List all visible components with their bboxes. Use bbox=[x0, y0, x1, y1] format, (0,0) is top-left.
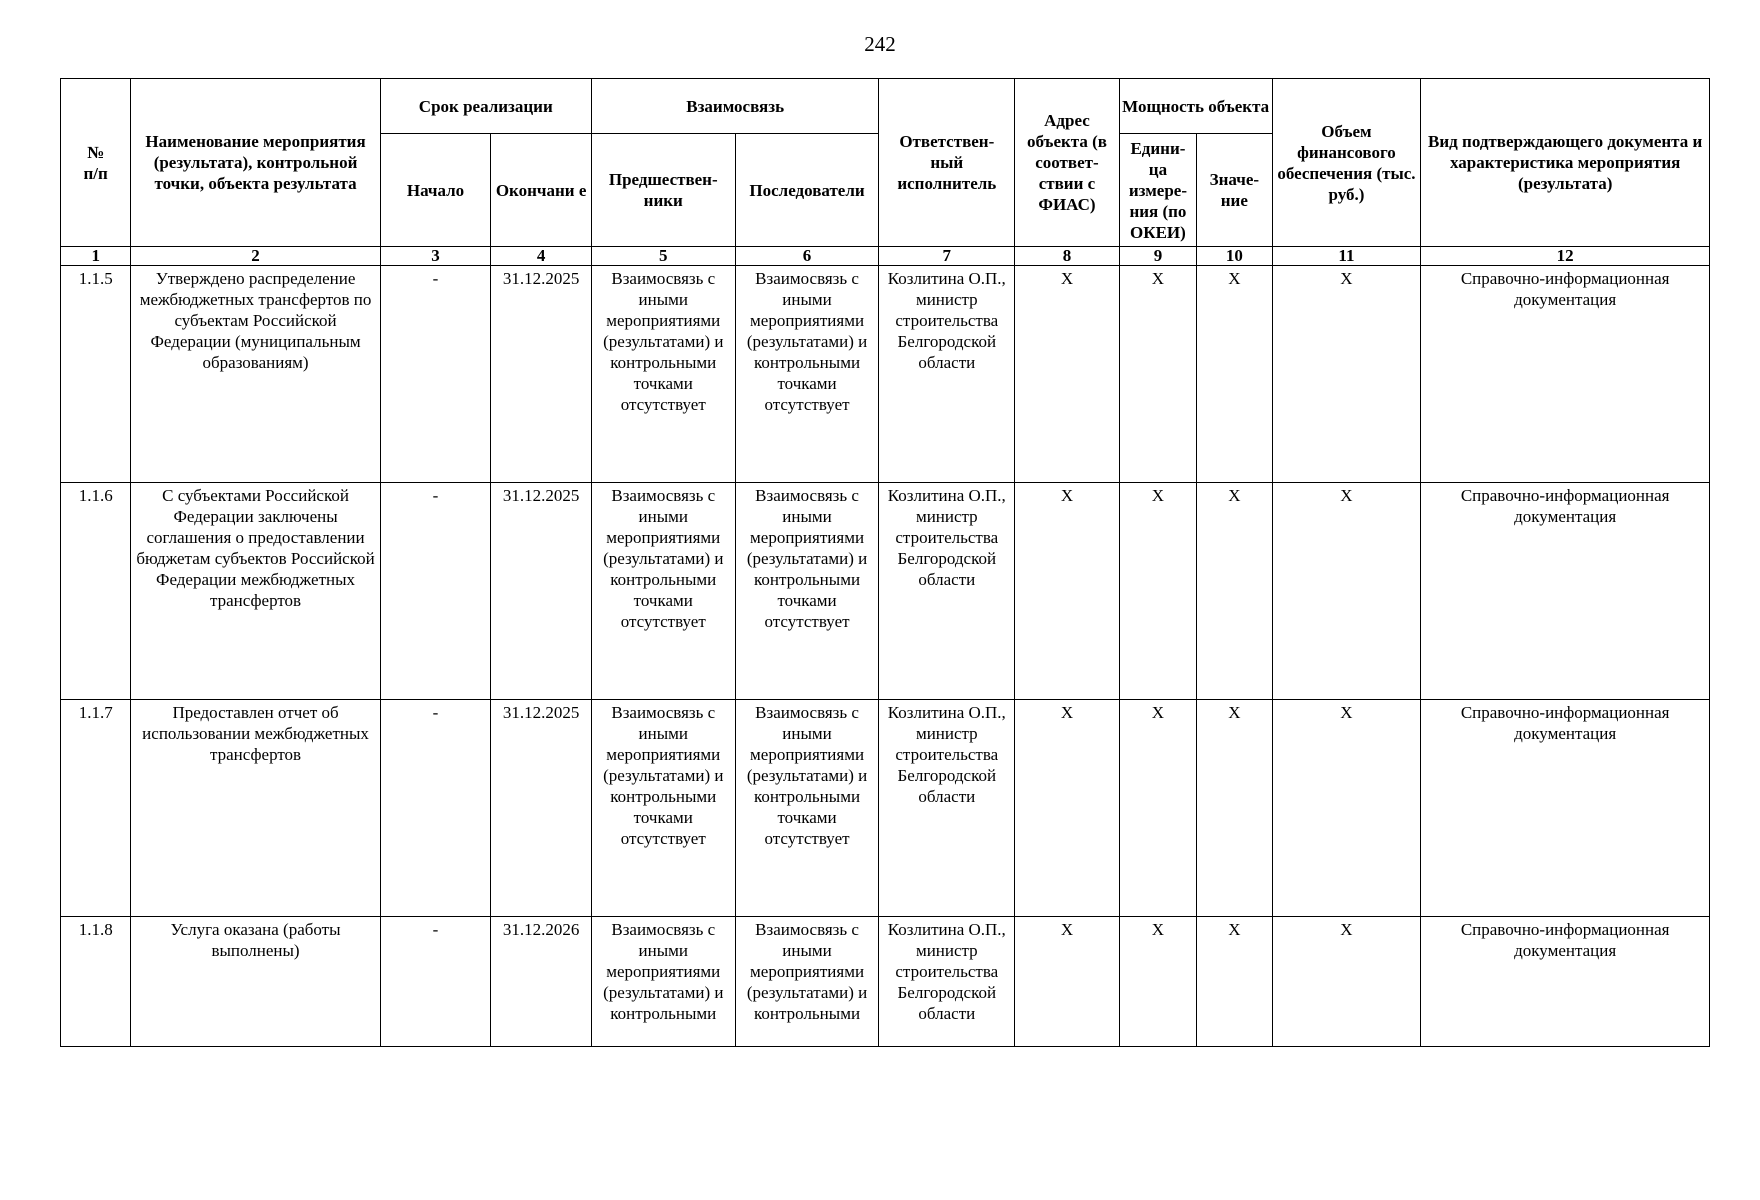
column-number: 11 bbox=[1272, 247, 1421, 266]
header-capacity: Мощность объекта bbox=[1119, 79, 1272, 134]
header-predecessors: Предшествен- ники bbox=[591, 134, 735, 247]
header-doc: Вид подтверждающего документа и характеристика мероприятия (результата) bbox=[1421, 79, 1710, 247]
cell-value: X bbox=[1197, 266, 1272, 483]
column-number: 9 bbox=[1119, 247, 1196, 266]
column-number: 6 bbox=[735, 247, 879, 266]
cell-responsible: Козлитина О.П., министр строительства Белгородской области bbox=[879, 483, 1015, 700]
cell-value: X bbox=[1197, 700, 1272, 917]
column-number: 1 bbox=[61, 247, 131, 266]
cell-responsible: Козлитина О.П., министр строительства Белгородской области bbox=[879, 266, 1015, 483]
cell-successors: Взаимосвязь с иными мероприятиями (результатами) и контрольными bbox=[735, 917, 879, 1047]
cell-successors: Взаимосвязь с иными мероприятиями (результатами) и контрольными точками отсутствует bbox=[735, 483, 879, 700]
cell-name: Услуга оказана (работы выполнены) bbox=[131, 917, 380, 1047]
cell-address: X bbox=[1015, 266, 1120, 483]
column-number: 8 bbox=[1015, 247, 1120, 266]
cell-predecessors: Взаимосвязь с иными мероприятиями (результатами) и контрольными bbox=[591, 917, 735, 1047]
cell-finance: X bbox=[1272, 700, 1421, 917]
cell-unit: X bbox=[1119, 483, 1196, 700]
cell-predecessors: Взаимосвязь с иными мероприятиями (результатами) и контрольными точками отсутствует bbox=[591, 700, 735, 917]
column-number: 2 bbox=[131, 247, 380, 266]
table-row bbox=[61, 483, 1710, 700]
cell-address: X bbox=[1015, 483, 1120, 700]
header-name: Наименование мероприятия (результата), контрольной точки, объекта результата bbox=[131, 79, 380, 247]
header-term-start: Начало bbox=[380, 134, 491, 247]
cell-predecessors: Взаимосвязь с иными мероприятиями (результатами) и контрольными точками отсутствует bbox=[591, 266, 735, 483]
cell-finance: X bbox=[1272, 917, 1421, 1047]
cell-num: 1.1.6 bbox=[61, 483, 131, 700]
cell-num: 1.1.8 bbox=[61, 917, 131, 1047]
header-value: Значе- ние bbox=[1197, 134, 1272, 247]
column-number: 4 bbox=[491, 247, 592, 266]
table-row bbox=[61, 266, 1710, 483]
header-finance: Объем финансового обеспечения (тыс. руб.) bbox=[1272, 79, 1421, 247]
column-number: 12 bbox=[1421, 247, 1710, 266]
column-number: 3 bbox=[380, 247, 491, 266]
cell-doc: Справочно-информационная документация bbox=[1421, 483, 1710, 700]
cell-name: С субъектами Российской Федерации заключены соглашения о предоставлении бюджетам субъектов Российской Федерации межбюджетных трансфертов bbox=[131, 483, 380, 700]
cell-name: Предоставлен отчет об использовании межбюджетных трансфертов bbox=[131, 700, 380, 917]
header-num: № п/п bbox=[61, 79, 131, 247]
cell-end: 31.12.2025 bbox=[491, 483, 592, 700]
header-unit: Едини- ца измере- ния (по ОКЕИ) bbox=[1119, 134, 1196, 247]
cell-address: X bbox=[1015, 917, 1120, 1047]
cell-name: Утверждено распределение межбюджетных трансфертов по субъектам Российской Федерации (муниципальным образованиям) bbox=[131, 266, 380, 483]
cell-num: 1.1.7 bbox=[61, 700, 131, 917]
cell-unit: X bbox=[1119, 700, 1196, 917]
cell-responsible: Козлитина О.П., министр строительства Белгородской области bbox=[879, 700, 1015, 917]
cell-finance: X bbox=[1272, 266, 1421, 483]
column-number: 10 bbox=[1197, 247, 1272, 266]
column-number: 5 bbox=[591, 247, 735, 266]
header-relation: Взаимосвязь bbox=[591, 79, 879, 134]
cell-num: 1.1.5 bbox=[61, 266, 131, 483]
cell-successors: Взаимосвязь с иными мероприятиями (результатами) и контрольными точками отсутствует bbox=[735, 700, 879, 917]
cell-start: - bbox=[380, 483, 491, 700]
header-address: Адрес объекта (в соответ- ствии с ФИАС) bbox=[1015, 79, 1120, 247]
cell-responsible: Козлитина О.П., министр строительства Белгородской области bbox=[879, 917, 1015, 1047]
cell-start: - bbox=[380, 266, 491, 483]
plan-table bbox=[60, 78, 1710, 1047]
cell-start: - bbox=[380, 917, 491, 1047]
table-row bbox=[61, 700, 1710, 917]
cell-doc: Справочно-информационная документация bbox=[1421, 266, 1710, 483]
table-row bbox=[61, 917, 1710, 1047]
header-successors: Последователи bbox=[735, 134, 879, 247]
header-responsible: Ответствен- ный исполнитель bbox=[879, 79, 1015, 247]
page-number: 242 bbox=[864, 32, 896, 56]
cell-end: 31.12.2025 bbox=[491, 266, 592, 483]
cell-start: - bbox=[380, 700, 491, 917]
cell-end: 31.12.2026 bbox=[491, 917, 592, 1047]
cell-doc: Справочно-информационная документация bbox=[1421, 917, 1710, 1047]
cell-finance: X bbox=[1272, 483, 1421, 700]
header-term-end: Окончани е bbox=[491, 134, 592, 247]
cell-successors: Взаимосвязь с иными мероприятиями (результатами) и контрольными точками отсутствует bbox=[735, 266, 879, 483]
cell-value: X bbox=[1197, 483, 1272, 700]
cell-address: X bbox=[1015, 700, 1120, 917]
header-row-top bbox=[61, 79, 1710, 134]
column-number-row bbox=[61, 247, 1710, 266]
cell-unit: X bbox=[1119, 266, 1196, 483]
cell-end: 31.12.2025 bbox=[491, 700, 592, 917]
cell-value: X bbox=[1197, 917, 1272, 1047]
cell-unit: X bbox=[1119, 917, 1196, 1047]
cell-doc: Справочно-информационная документация bbox=[1421, 700, 1710, 917]
column-number: 7 bbox=[879, 247, 1015, 266]
header-term: Срок реализации bbox=[380, 79, 591, 134]
cell-predecessors: Взаимосвязь с иными мероприятиями (результатами) и контрольными точками отсутствует bbox=[591, 483, 735, 700]
